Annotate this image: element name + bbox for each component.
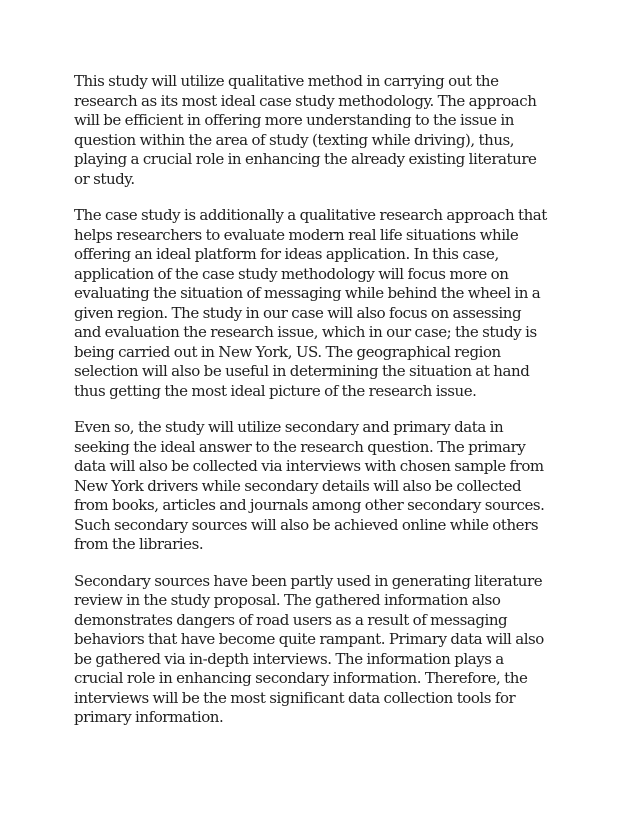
- paragraph-data-sources: [74, 418, 570, 555]
- text-line: given region. The study in our case will also focus on assessing: [74, 303, 522, 322]
- text-line: offering an ideal platform for ideas application. In this case,: [74, 245, 499, 263]
- text-line: The case study is additionally a qualitative research approach that: [74, 206, 547, 224]
- text-line: demonstrates dangers of road users as a result of messaging: [74, 610, 508, 629]
- text-line: being carried out in New York, US. The geographical region: [74, 342, 501, 361]
- text-line: and evaluation the research issue, which in our case; the study is: [74, 323, 537, 341]
- text-line: question within the area of study (texting while driving), thus,: [74, 130, 515, 149]
- document-body: [74, 72, 570, 745]
- text-line: interviews will be the most significant data collection tools for: [74, 688, 516, 707]
- text-line: This study will utilize qualitative method in carrying out the: [74, 72, 499, 90]
- text-line: New York drivers while secondary details will also be collected: [74, 476, 522, 495]
- text-line: will be efficient in offering more understanding to the issue in: [74, 111, 514, 129]
- text-line: crucial role in enhancing secondary information. Therefore, the: [74, 669, 528, 687]
- text-line: seeking the ideal answer to the research question. The primary: [74, 437, 526, 456]
- text-line: application of the case study methodology will focus more on: [74, 264, 509, 283]
- text-line: evaluating the situation of messaging while behind the wheel in a: [74, 284, 541, 302]
- text-line: Secondary sources have been partly used in generating literature: [74, 571, 543, 590]
- text-line: primary information.: [74, 708, 224, 726]
- text-line: be gathered via in-depth interviews. The information plays a: [74, 649, 504, 668]
- paragraph-secondary-sources: [74, 572, 570, 728]
- text-line: Even so, the study will utilize secondary and primary data in: [74, 418, 504, 436]
- text-line: research as its most ideal case study methodology. The approach: [74, 91, 537, 110]
- text-line: from the libraries.: [74, 535, 204, 553]
- text-line: review in the study proposal. The gathered information also: [74, 591, 501, 609]
- text-line: behaviors that have become quite rampant. Primary data will also: [74, 630, 544, 648]
- text-line: playing a crucial role in enhancing the already existing literature: [74, 150, 537, 168]
- text-line: data will also be collected via interviews with chosen sample from: [74, 457, 544, 475]
- paragraph-case-study: [74, 206, 570, 401]
- text-line: or study.: [74, 169, 135, 188]
- text-line: thus getting the most ideal picture of the research issue.: [74, 381, 477, 400]
- text-line: from books, articles and journals among other secondary sources.: [74, 496, 545, 514]
- text-line: selection will also be useful in determining the situation at hand: [74, 362, 530, 380]
- text-line: Such secondary sources will also be achieved online while others: [74, 515, 539, 534]
- text-line: helps researchers to evaluate modern real life situations while: [74, 225, 519, 244]
- paragraph-methodology: [74, 72, 570, 189]
